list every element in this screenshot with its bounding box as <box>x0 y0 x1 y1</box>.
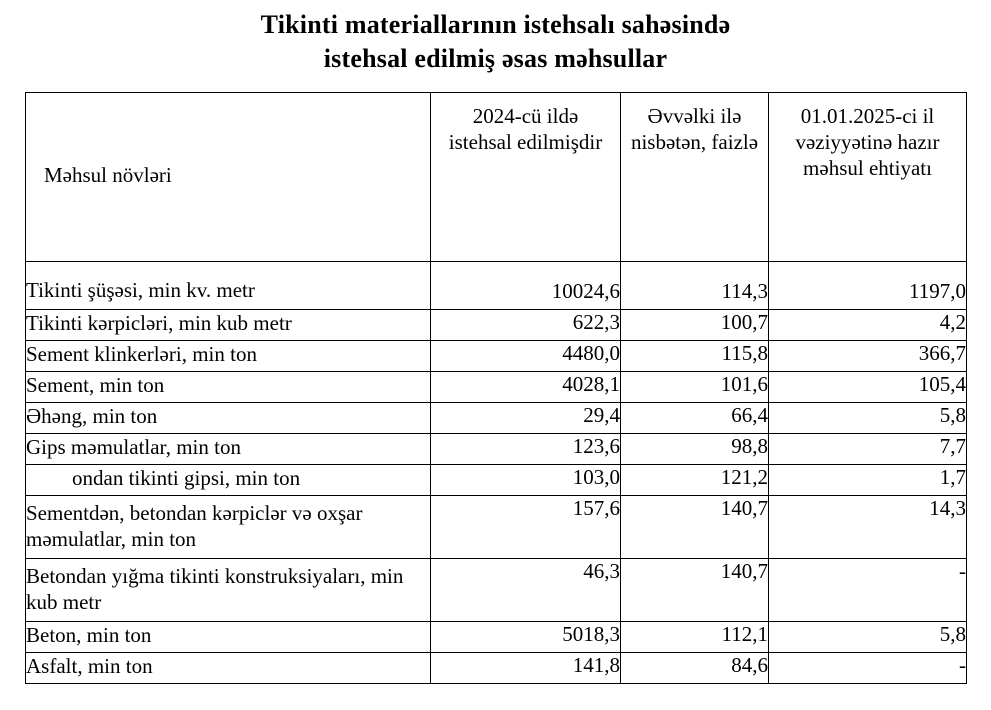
cell-product-name: Sementdən, betondan kərpiclər və oxşar məmulatlar, min ton <box>26 495 431 558</box>
page-title-line-2: istehsal edilmiş əsas məhsullar <box>323 43 668 73</box>
column-header-percent-label: Əvvəlki ilə nisbətən, faizlə <box>630 103 759 154</box>
cell-stock: 1,7 <box>769 464 967 495</box>
table-row <box>26 402 967 433</box>
cell-stock: 5,8 <box>769 621 967 652</box>
cell-product-name: Sement klinkerləri, min ton <box>26 340 431 371</box>
table-row <box>26 433 967 464</box>
cell-percent: 140,7 <box>621 558 769 621</box>
table-container <box>25 92 966 684</box>
cell-produced: 5018,3 <box>431 621 621 652</box>
cell-product-name: Asfalt, min ton <box>26 652 431 683</box>
column-header-product-type-label: Məhsul növləri <box>44 162 172 187</box>
column-header-product-type <box>26 92 431 261</box>
cell-produced: 141,8 <box>431 652 621 683</box>
cell-percent: 115,8 <box>621 340 769 371</box>
cell-percent: 121,2 <box>621 464 769 495</box>
page-title-line-1: Tikinti materiallarının istehsalı sahəsində <box>260 10 731 39</box>
table-row <box>26 652 967 683</box>
table-row <box>26 340 967 371</box>
cell-stock: 105,4 <box>769 371 967 402</box>
column-header-stock <box>769 92 967 261</box>
cell-stock: 7,7 <box>769 433 967 464</box>
cell-product-name: Betondan yığma tikinti konstruksiyaları, min kub metr <box>26 558 431 621</box>
page-title <box>0 0 991 76</box>
cell-stock: - <box>769 652 967 683</box>
cell-percent: 101,6 <box>621 371 769 402</box>
cell-percent: 98,8 <box>621 433 769 464</box>
table-body <box>26 261 967 683</box>
column-header-percent <box>621 92 769 261</box>
column-header-produced-label: 2024-cü ildə istehsal edilmişdir <box>448 103 603 154</box>
cell-stock: 366,7 <box>769 340 967 371</box>
cell-produced: 46,3 <box>431 558 621 621</box>
table-row <box>26 495 967 558</box>
cell-produced: 622,3 <box>431 309 621 340</box>
table-row <box>26 464 967 495</box>
column-header-stock-label: 01.01.2025-ci il vəziyyətinə hazır məhsul ehtiyatı <box>795 103 940 181</box>
cell-product-name: Sement, min ton <box>26 371 431 402</box>
cell-produced: 157,6 <box>431 495 621 558</box>
table-row <box>26 261 967 309</box>
cell-produced: 4480,0 <box>431 340 621 371</box>
cell-produced: 10024,6 <box>431 261 621 309</box>
table-header-row <box>26 92 967 261</box>
cell-percent: 114,3 <box>621 261 769 309</box>
cell-produced: 4028,1 <box>431 371 621 402</box>
cell-product-name: Tikinti şüşəsi, min kv. metr <box>26 261 431 309</box>
cell-produced: 123,6 <box>431 433 621 464</box>
cell-percent: 112,1 <box>621 621 769 652</box>
cell-percent: 84,6 <box>621 652 769 683</box>
cell-stock: - <box>769 558 967 621</box>
cell-stock: 1197,0 <box>769 261 967 309</box>
table-row <box>26 309 967 340</box>
cell-stock: 4,2 <box>769 309 967 340</box>
cell-product-name: Gips məmulatlar, min ton <box>26 433 431 464</box>
cell-percent: 140,7 <box>621 495 769 558</box>
cell-stock: 5,8 <box>769 402 967 433</box>
cell-produced: 29,4 <box>431 402 621 433</box>
cell-stock: 14,3 <box>769 495 967 558</box>
table-row <box>26 558 967 621</box>
column-header-produced <box>431 92 621 261</box>
cell-product-name: ondan tikinti gipsi, min ton <box>26 464 431 495</box>
products-table <box>25 92 967 684</box>
table-row <box>26 371 967 402</box>
cell-product-name: Əhəng, min ton <box>26 402 431 433</box>
cell-produced: 103,0 <box>431 464 621 495</box>
cell-product-name: Tikinti kərpicləri, min kub metr <box>26 309 431 340</box>
table-header <box>26 92 967 261</box>
cell-product-name: Beton, min ton <box>26 621 431 652</box>
cell-percent: 66,4 <box>621 402 769 433</box>
cell-percent: 100,7 <box>621 309 769 340</box>
table-row <box>26 621 967 652</box>
